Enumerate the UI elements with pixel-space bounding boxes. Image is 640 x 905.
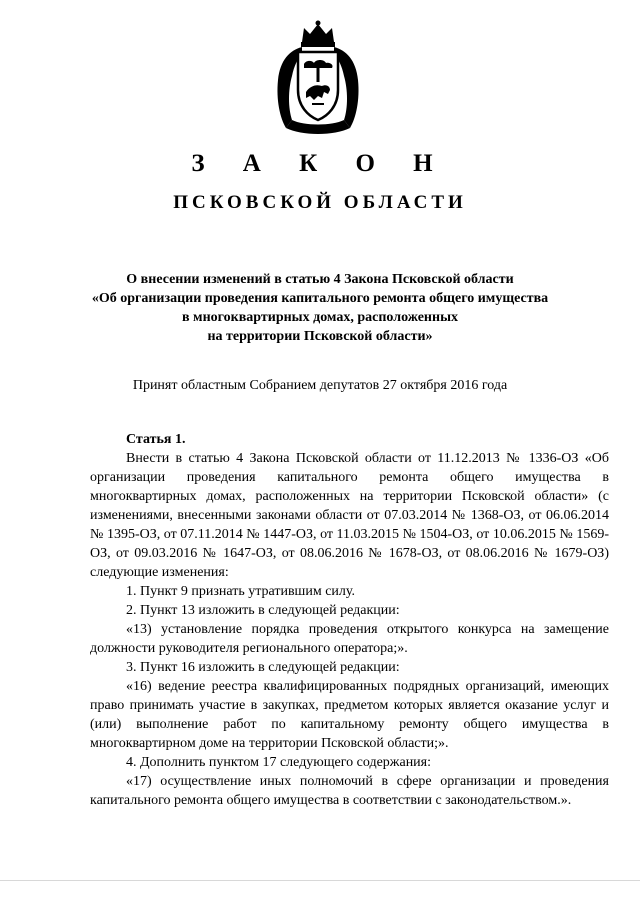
article-paragraph: 3. Пункт 16 изложить в следующей редакции: xyxy=(126,660,400,675)
article-body xyxy=(90,430,609,810)
law-title-line: в многоквартирных домах, расположенных xyxy=(181,310,458,325)
region-heading: ПСКОВСКОЙ ОБЛАСТИ xyxy=(173,192,467,213)
article-paragraph: 2. Пункт 13 изложить в следующей редакции: xyxy=(126,603,400,618)
article-paragraph: «16) ведение реестра квалифицированных подрядных организаций, имеющих право принимать участие в закупках, предметом которых является оказание услуг и (или) выполнение работ по капитальному ремонту общего имущества в многоквартирном доме на территории Псковской области;». xyxy=(90,679,609,751)
article-paragraph: 4. Дополнить пунктом 17 следующего содержания: xyxy=(126,755,432,770)
article-paragraph: «17) осуществление иных полномочий в сфере организации и проведения капитального ремонта общего имущества в соответствии с законодательством.». xyxy=(90,774,609,808)
law-title-line: «Об организации проведения капитального ремонта общего имущества xyxy=(91,291,549,306)
law-heading: З А К О Н xyxy=(191,150,449,177)
law-title-line: на территории Псковской области» xyxy=(207,329,433,344)
adoption-note: Принят областным Собранием депутатов 27 октября 2016 года xyxy=(132,378,508,393)
law-title xyxy=(90,270,550,346)
article-paragraph: «13) установление порядка проведения открытого конкурса на замещение должности руководителя регионального оператора;». xyxy=(90,622,609,656)
page-bottom-divider xyxy=(0,880,640,881)
law-title-line: О внесении изменений в статью 4 Закона Псковской области xyxy=(126,272,514,287)
coat-of-arms-icon xyxy=(272,20,364,136)
article-heading: Статья 1. xyxy=(126,432,186,447)
article-paragraph: 1. Пункт 9 признать утратившим силу. xyxy=(126,584,355,599)
article-paragraph: Внести в статью 4 Закона Псковской области от 11.12.2013 № 1336-ОЗ «Об организации проведения капитального ремонта общего имущества в многоквартирных домах, расположенных на территории Псковской области» (с изменениями, внесенными законами области от 07.03.2014 № 1368-ОЗ, от 06.06.2014 № 1395-ОЗ, от 07.11.2014 № 1447-ОЗ, от 11.03.2015 № 1504-ОЗ, от 10.06.2015 № 1569-ОЗ, от 09.03.2016 № 1647-ОЗ, от 08.06.2016 № 1678-ОЗ, от 08.06.2016 № 1679-ОЗ) следующие изменения: xyxy=(90,451,609,580)
